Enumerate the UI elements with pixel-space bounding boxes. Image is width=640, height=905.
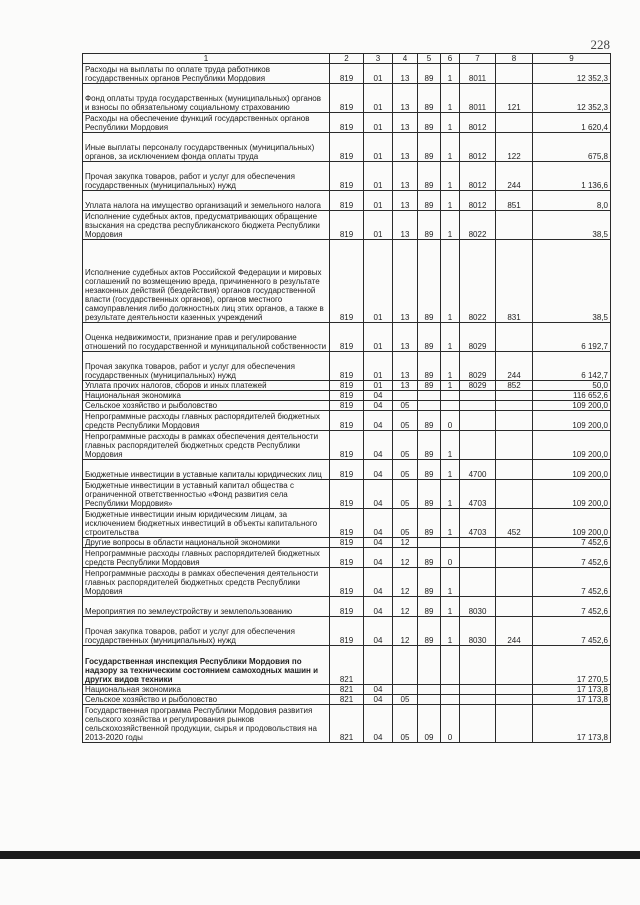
table-row xyxy=(83,431,611,460)
admin-code: 819 xyxy=(330,162,364,191)
row-name: Бюджетные инвестиции иным юридическим лицам, за исключением бюджетных инвестиций в объекты капитального строительства xyxy=(83,509,330,538)
item-code: 8022 xyxy=(460,211,496,240)
subsection-code: 13 xyxy=(393,64,418,84)
table-row xyxy=(83,352,611,381)
item-code xyxy=(460,568,496,597)
subsection-code: 05 xyxy=(393,480,418,509)
table-row xyxy=(83,391,611,401)
amount: 7 452,6 xyxy=(533,597,611,617)
section-code: 04 xyxy=(364,568,393,597)
subsection-code: 13 xyxy=(393,133,418,162)
subsection-code: 05 xyxy=(393,460,418,480)
subsection-code: 05 xyxy=(393,411,418,431)
expense-type-code: 244 xyxy=(496,617,533,646)
subsection-code: 13 xyxy=(393,352,418,381)
section-code: 01 xyxy=(364,352,393,381)
expense-type-code: 244 xyxy=(496,162,533,191)
admin-code: 819 xyxy=(330,133,364,162)
row-name: Уплата прочих налогов, сборов и иных платежей xyxy=(83,381,330,391)
program-code: 89 xyxy=(418,509,441,538)
subsection-code: 13 xyxy=(393,323,418,352)
row-name: Бюджетные инвестиции в уставный капитал общества с ограниченной ответственностью «Фонд развития села Республики Мордовия» xyxy=(83,480,330,509)
admin-code: 819 xyxy=(330,548,364,568)
table-row xyxy=(83,113,611,133)
table-row xyxy=(83,323,611,352)
admin-code: 819 xyxy=(330,538,364,548)
expense-type-code xyxy=(496,323,533,352)
amount: 1 136,6 xyxy=(533,162,611,191)
admin-code: 819 xyxy=(330,431,364,460)
section-code: 04 xyxy=(364,509,393,538)
expense-type-code xyxy=(496,211,533,240)
amount: 116 652,6 xyxy=(533,391,611,401)
section-code: 04 xyxy=(364,695,393,705)
amount: 6 192,7 xyxy=(533,323,611,352)
section-code: 04 xyxy=(364,391,393,401)
row-name: Непрограммные расходы в рамках обеспечения деятельности главных распорядителей бюджетных средств Республики Мордовия xyxy=(83,568,330,597)
scan-edge-bar xyxy=(0,851,640,859)
admin-code: 819 xyxy=(330,352,364,381)
admin-code: 819 xyxy=(330,460,364,480)
row-name: Уплата налога на имущество организаций и земельного налога xyxy=(83,191,330,211)
program-code: 89 xyxy=(418,460,441,480)
item-code: 8030 xyxy=(460,597,496,617)
subsection-code: 05 xyxy=(393,431,418,460)
amount: 50,0 xyxy=(533,381,611,391)
section-code: 04 xyxy=(364,431,393,460)
program-code xyxy=(418,401,441,411)
row-name: Прочая закупка товаров, работ и услуг для обеспечения государственных (муниципальных) нужд xyxy=(83,617,330,646)
item-code xyxy=(460,695,496,705)
subsection-code: 13 xyxy=(393,191,418,211)
expense-type-code xyxy=(496,391,533,401)
subprogram-code: 0 xyxy=(441,705,460,743)
expense-type-code xyxy=(496,64,533,84)
subprogram-code: 1 xyxy=(441,133,460,162)
program-code: 89 xyxy=(418,597,441,617)
subsection-code: 05 xyxy=(393,509,418,538)
item-code xyxy=(460,431,496,460)
amount: 109 200,0 xyxy=(533,411,611,431)
program-code: 89 xyxy=(418,381,441,391)
table-row xyxy=(83,685,611,695)
section-code: 04 xyxy=(364,705,393,743)
column-header: 4 xyxy=(393,54,418,64)
table-row xyxy=(83,411,611,431)
program-code: 89 xyxy=(418,211,441,240)
amount: 109 200,0 xyxy=(533,431,611,460)
program-code xyxy=(418,391,441,401)
program-code: 89 xyxy=(418,617,441,646)
item-code xyxy=(460,705,496,743)
item-code: 8030 xyxy=(460,617,496,646)
expense-type-code: 852 xyxy=(496,381,533,391)
admin-code: 819 xyxy=(330,509,364,538)
row-name: Непрограммные расходы в рамках обеспечения деятельности главных распорядителей бюджетных средств Республики Мордовия xyxy=(83,431,330,460)
row-name: Расходы на обеспечение функций государственных органов Республики Мордовия xyxy=(83,113,330,133)
admin-code: 819 xyxy=(330,597,364,617)
amount: 109 200,0 xyxy=(533,460,611,480)
subprogram-code xyxy=(441,646,460,685)
item-code: 8029 xyxy=(460,381,496,391)
subprogram-code: 1 xyxy=(441,460,460,480)
amount: 38,5 xyxy=(533,211,611,240)
item-code: 4703 xyxy=(460,480,496,509)
column-header: 7 xyxy=(460,54,496,64)
section-code: 01 xyxy=(364,211,393,240)
amount: 6 142,7 xyxy=(533,352,611,381)
table-row xyxy=(83,597,611,617)
row-name: Иные выплаты персоналу государственных (муниципальных) органов, за исключением фонда оплаты труда xyxy=(83,133,330,162)
subprogram-code: 1 xyxy=(441,191,460,211)
subprogram-code xyxy=(441,685,460,695)
item-code xyxy=(460,391,496,401)
table-row xyxy=(83,568,611,597)
row-name: Прочая закупка товаров, работ и услуг для обеспечения государственных (муниципальных) нужд xyxy=(83,352,330,381)
subprogram-code xyxy=(441,401,460,411)
expense-type-code xyxy=(496,431,533,460)
subsection-code: 12 xyxy=(393,617,418,646)
item-code: 8012 xyxy=(460,191,496,211)
table-row xyxy=(83,211,611,240)
amount: 12 352,3 xyxy=(533,84,611,113)
admin-code: 819 xyxy=(330,568,364,597)
subprogram-code: 1 xyxy=(441,617,460,646)
item-code: 8012 xyxy=(460,133,496,162)
subprogram-code: 1 xyxy=(441,240,460,323)
admin-code: 819 xyxy=(330,211,364,240)
program-code xyxy=(418,538,441,548)
row-name: Расходы на выплаты по оплате труда работников государственных органов Республики Мордовия xyxy=(83,64,330,84)
expense-type-code xyxy=(496,548,533,568)
program-code: 89 xyxy=(418,64,441,84)
admin-code: 819 xyxy=(330,240,364,323)
subsection-code: 05 xyxy=(393,705,418,743)
expense-type-code: 244 xyxy=(496,352,533,381)
section-code: 01 xyxy=(364,162,393,191)
amount: 1 620,4 xyxy=(533,113,611,133)
program-code: 89 xyxy=(418,431,441,460)
program-code: 89 xyxy=(418,411,441,431)
row-name: Государственная инспекция Республики Мордовия по надзору за техническим состоянием самоходных машин и других видов техники xyxy=(83,646,330,685)
subprogram-code: 1 xyxy=(441,113,460,133)
expense-type-code xyxy=(496,597,533,617)
item-code: 8029 xyxy=(460,352,496,381)
row-name: Прочая закупка товаров, работ и услуг для обеспечения государственных (муниципальных) нужд xyxy=(83,162,330,191)
subsection-code: 12 xyxy=(393,568,418,597)
table-row xyxy=(83,460,611,480)
section-code: 04 xyxy=(364,548,393,568)
section-code: 04 xyxy=(364,617,393,646)
admin-code: 819 xyxy=(330,480,364,509)
table-row xyxy=(83,548,611,568)
row-name: Национальная экономика xyxy=(83,685,330,695)
program-code: 89 xyxy=(418,84,441,113)
row-name: Национальная экономика xyxy=(83,391,330,401)
amount: 12 352,3 xyxy=(533,64,611,84)
subsection-code: 13 xyxy=(393,162,418,191)
program-code: 89 xyxy=(418,191,441,211)
column-header: 5 xyxy=(418,54,441,64)
item-code: 8011 xyxy=(460,64,496,84)
table-row xyxy=(83,381,611,391)
subsection-code: 13 xyxy=(393,84,418,113)
amount: 17 270,5 xyxy=(533,646,611,685)
table-body xyxy=(83,64,611,743)
subprogram-code xyxy=(441,538,460,548)
subprogram-code: 1 xyxy=(441,323,460,352)
table-row xyxy=(83,240,611,323)
item-code xyxy=(460,646,496,685)
program-code: 89 xyxy=(418,113,441,133)
budget-table xyxy=(82,53,611,743)
subsection-code: 12 xyxy=(393,548,418,568)
table-row xyxy=(83,646,611,685)
subsection-code xyxy=(393,391,418,401)
section-code: 04 xyxy=(364,685,393,695)
row-name: Непрограммные расходы главных распорядителей бюджетных средств Республики Мордовия xyxy=(83,548,330,568)
row-name: Сельское хозяйство и рыболовство xyxy=(83,401,330,411)
subprogram-code: 0 xyxy=(441,548,460,568)
expense-type-code: 452 xyxy=(496,509,533,538)
expense-type-code xyxy=(496,646,533,685)
amount: 7 452,6 xyxy=(533,538,611,548)
program-code: 89 xyxy=(418,480,441,509)
admin-code: 819 xyxy=(330,411,364,431)
table-row xyxy=(83,191,611,211)
item-code: 8012 xyxy=(460,162,496,191)
amount: 109 200,0 xyxy=(533,401,611,411)
admin-code: 819 xyxy=(330,191,364,211)
subprogram-code: 1 xyxy=(441,509,460,538)
row-name: Сельское хозяйство и рыболовство xyxy=(83,695,330,705)
subsection-code xyxy=(393,685,418,695)
subsection-code: 13 xyxy=(393,211,418,240)
amount: 17 173,8 xyxy=(533,685,611,695)
header-row xyxy=(83,54,611,64)
admin-code: 821 xyxy=(330,685,364,695)
admin-code: 821 xyxy=(330,646,364,685)
section-code: 01 xyxy=(364,133,393,162)
admin-code: 819 xyxy=(330,84,364,113)
item-code xyxy=(460,411,496,431)
admin-code: 821 xyxy=(330,705,364,743)
section-code: 04 xyxy=(364,401,393,411)
item-code xyxy=(460,401,496,411)
section-code: 01 xyxy=(364,64,393,84)
section-code xyxy=(364,646,393,685)
subsection-code: 13 xyxy=(393,113,418,133)
admin-code: 819 xyxy=(330,617,364,646)
expense-type-code xyxy=(496,695,533,705)
table-row xyxy=(83,705,611,743)
program-code xyxy=(418,685,441,695)
table-row xyxy=(83,617,611,646)
section-code: 01 xyxy=(364,84,393,113)
row-name: Непрограммные расходы главных распорядителей бюджетных средств Республики Мордовия xyxy=(83,411,330,431)
amount: 17 173,8 xyxy=(533,705,611,743)
subprogram-code: 1 xyxy=(441,211,460,240)
subsection-code: 05 xyxy=(393,401,418,411)
column-header: 8 xyxy=(496,54,533,64)
section-code: 04 xyxy=(364,460,393,480)
amount: 17 173,8 xyxy=(533,695,611,705)
item-code xyxy=(460,548,496,568)
program-code: 89 xyxy=(418,323,441,352)
amount: 675,8 xyxy=(533,133,611,162)
amount: 7 452,6 xyxy=(533,548,611,568)
table-row xyxy=(83,162,611,191)
row-name: Исполнение судебных актов, предусматривающих обращение взыскания на средства республиканского бюджета Республики Мордовия xyxy=(83,211,330,240)
program-code xyxy=(418,695,441,705)
expense-type-code xyxy=(496,685,533,695)
program-code: 89 xyxy=(418,548,441,568)
row-name: Бюджетные инвестиции в уставные капиталы юридических лиц xyxy=(83,460,330,480)
item-code xyxy=(460,685,496,695)
item-code xyxy=(460,538,496,548)
table-row xyxy=(83,133,611,162)
program-code xyxy=(418,646,441,685)
subsection-code: 12 xyxy=(393,538,418,548)
subprogram-code xyxy=(441,391,460,401)
program-code: 89 xyxy=(418,133,441,162)
subsection-code: 13 xyxy=(393,381,418,391)
amount: 109 200,0 xyxy=(533,480,611,509)
subsection-code: 13 xyxy=(393,240,418,323)
page-number: 228 xyxy=(590,37,610,52)
expense-type-code xyxy=(496,480,533,509)
amount: 7 452,6 xyxy=(533,568,611,597)
column-header: 9 xyxy=(533,54,611,64)
table-row xyxy=(83,695,611,705)
section-code: 04 xyxy=(364,480,393,509)
expense-type-code: 121 xyxy=(496,84,533,113)
program-code: 89 xyxy=(418,568,441,597)
amount: 7 452,6 xyxy=(533,617,611,646)
admin-code: 819 xyxy=(330,401,364,411)
expense-type-code xyxy=(496,568,533,597)
item-code: 4700 xyxy=(460,460,496,480)
expense-type-code xyxy=(496,401,533,411)
subprogram-code: 1 xyxy=(441,381,460,391)
program-code: 89 xyxy=(418,162,441,191)
expense-type-code xyxy=(496,705,533,743)
table-row xyxy=(83,480,611,509)
section-code: 01 xyxy=(364,240,393,323)
item-code: 8029 xyxy=(460,323,496,352)
program-code: 09 xyxy=(418,705,441,743)
expense-type-code: 831 xyxy=(496,240,533,323)
expense-type-code xyxy=(496,460,533,480)
row-name: Фонд оплаты труда государственных (муниципальных) органов и взносы по обязательному социальному страхованию xyxy=(83,84,330,113)
amount: 8,0 xyxy=(533,191,611,211)
row-name: Оценка недвижимости, признание прав и регулирование отношений по государственной и муниципальной собственности xyxy=(83,323,330,352)
table-row xyxy=(83,84,611,113)
admin-code: 819 xyxy=(330,323,364,352)
subprogram-code: 1 xyxy=(441,162,460,191)
amount: 38,5 xyxy=(533,240,611,323)
item-code: 4703 xyxy=(460,509,496,538)
subprogram-code: 1 xyxy=(441,84,460,113)
item-code: 8011 xyxy=(460,84,496,113)
table-row xyxy=(83,64,611,84)
subprogram-code: 1 xyxy=(441,568,460,597)
section-code: 01 xyxy=(364,323,393,352)
row-name: Другие вопросы в области национальной экономики xyxy=(83,538,330,548)
section-code: 04 xyxy=(364,411,393,431)
expense-type-code xyxy=(496,113,533,133)
row-name: Исполнение судебных актов Российской Федерации и мировых соглашений по возмещению вреда, причиненного в результате незаконных действий (бездействия) органов государственной власти (государственных органов), органов местного самоуправления либо должностных лиц этих органов, а также в результате деятельности казенных учреждений xyxy=(83,240,330,323)
expense-type-code: 851 xyxy=(496,191,533,211)
column-header: 1 xyxy=(83,54,330,64)
program-code: 89 xyxy=(418,352,441,381)
subsection-code: 05 xyxy=(393,695,418,705)
section-code: 04 xyxy=(364,538,393,548)
expense-type-code xyxy=(496,411,533,431)
table-row xyxy=(83,509,611,538)
admin-code: 819 xyxy=(330,391,364,401)
column-header: 3 xyxy=(364,54,393,64)
program-code: 89 xyxy=(418,240,441,323)
item-code: 8022 xyxy=(460,240,496,323)
expense-type-code xyxy=(496,538,533,548)
column-header: 2 xyxy=(330,54,364,64)
admin-code: 821 xyxy=(330,695,364,705)
subprogram-code xyxy=(441,695,460,705)
subprogram-code: 1 xyxy=(441,64,460,84)
row-name: Мероприятия по землеустройству и землепользованию xyxy=(83,597,330,617)
amount: 109 200,0 xyxy=(533,509,611,538)
column-header: 6 xyxy=(441,54,460,64)
admin-code: 819 xyxy=(330,64,364,84)
row-name: Государственная программа Республики Мордовия развития сельского хозяйства и регулирования рынков сельскохозяйственной продукции, сырья и продовольствия на 2013-2020 годы xyxy=(83,705,330,743)
section-code: 01 xyxy=(364,191,393,211)
admin-code: 819 xyxy=(330,113,364,133)
subprogram-code: 1 xyxy=(441,352,460,381)
section-code: 01 xyxy=(364,113,393,133)
subprogram-code: 1 xyxy=(441,597,460,617)
table-row xyxy=(83,401,611,411)
subsection-code xyxy=(393,646,418,685)
subsection-code: 12 xyxy=(393,597,418,617)
section-code: 04 xyxy=(364,597,393,617)
subprogram-code: 1 xyxy=(441,480,460,509)
subprogram-code: 0 xyxy=(441,411,460,431)
expense-type-code: 122 xyxy=(496,133,533,162)
admin-code: 819 xyxy=(330,381,364,391)
section-code: 01 xyxy=(364,381,393,391)
item-code: 8012 xyxy=(460,113,496,133)
table-row xyxy=(83,538,611,548)
subprogram-code: 1 xyxy=(441,431,460,460)
